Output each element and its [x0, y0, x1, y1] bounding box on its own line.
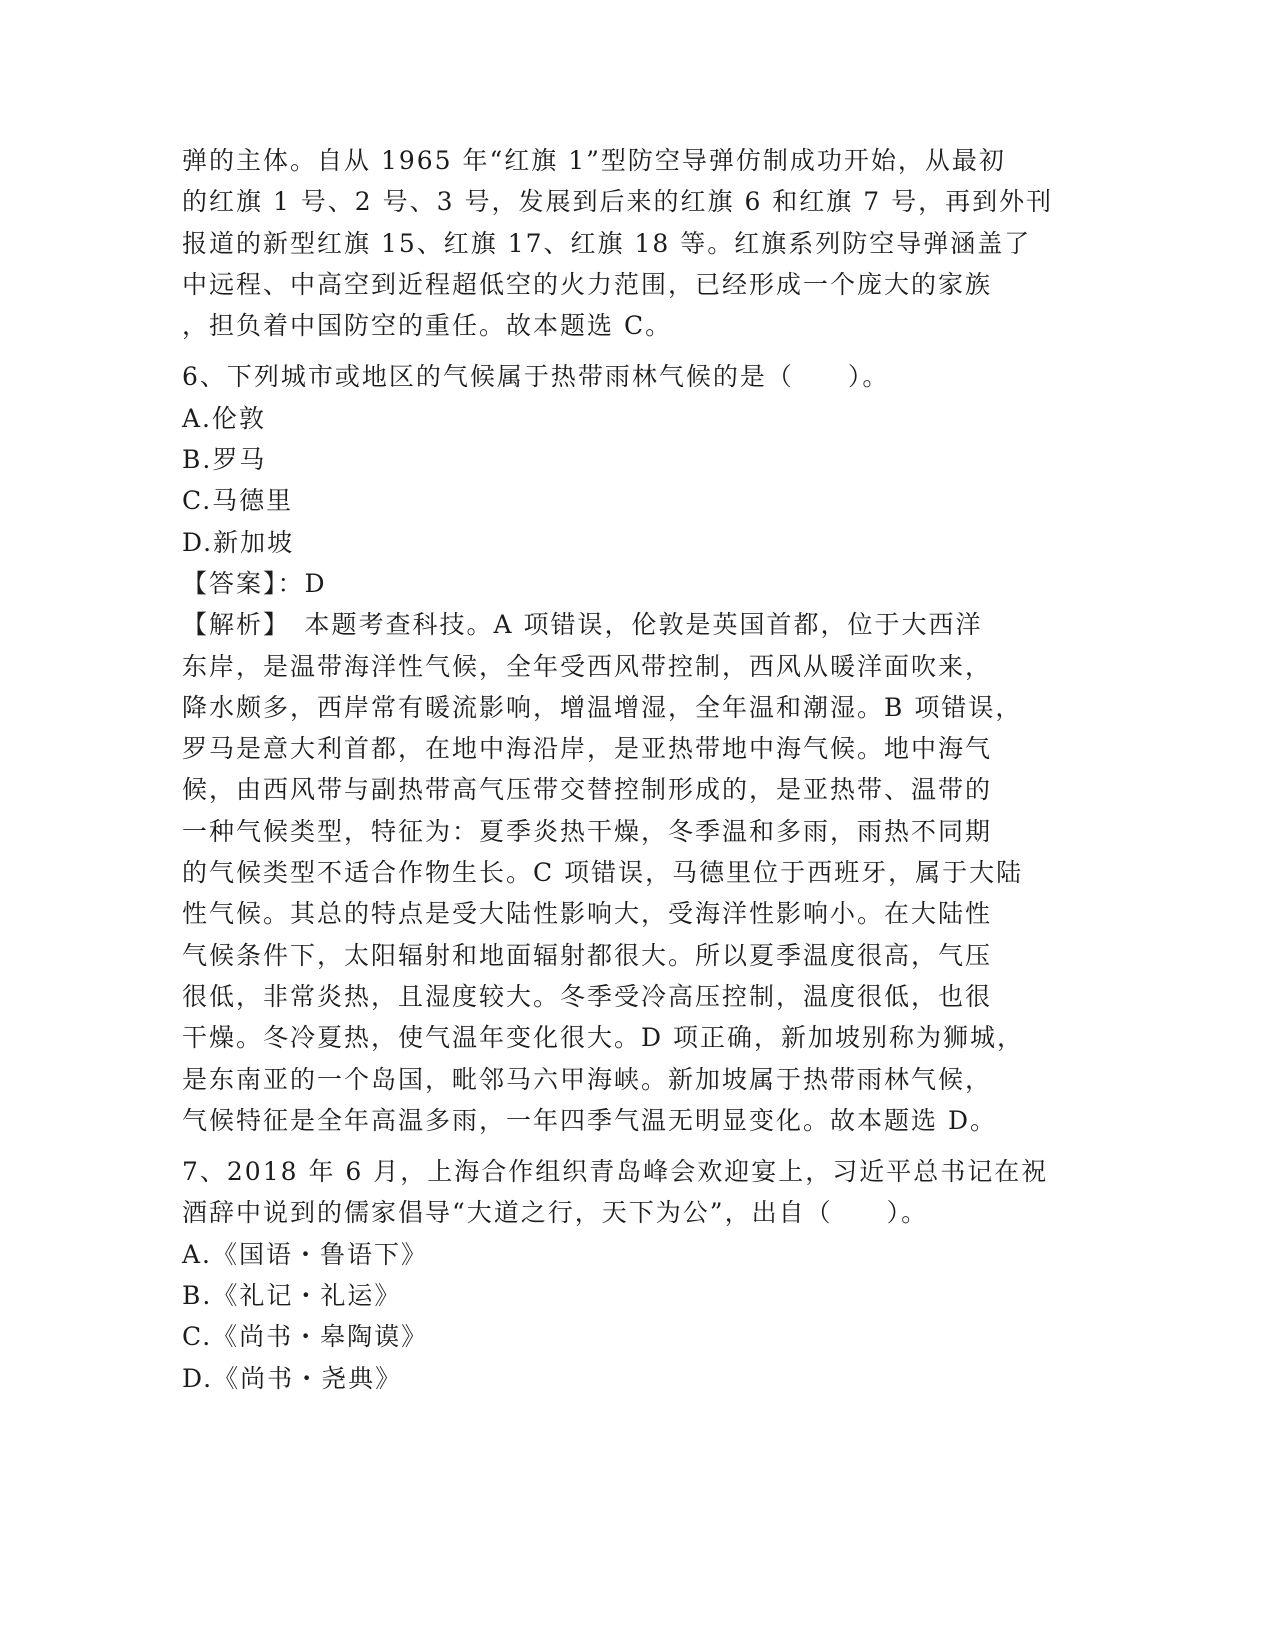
answer: 【答案】：D [182, 568, 327, 598]
analysis-line: 性气候。其总的特点是受大陆性影响大，受海洋性影响小。在大陆性 [182, 899, 993, 929]
text-line: 中远程、中高空到近程超低空的火力范围，已经形成一个庞大的家族 [182, 269, 993, 299]
analysis-line: 的气候类型不适合作物生长。C 项错误，马德里位于西班牙，属于大陆 [182, 858, 1024, 888]
analysis-line: 降水颇多，西岸常有暖流影响，增温增湿，全年温和潮湿。B 项错误， [182, 692, 1023, 722]
option-b: B.罗马 [182, 445, 267, 475]
document-page [182, 140, 1062, 1399]
analysis-line: 气候特征是全年高温多雨，一年四季气温无明显变化。故本题选 D。 [182, 1105, 997, 1135]
text-line: 弹的主体。自从 1965 年“红旗 1”型防空导弹仿制成功开始，从最初 [182, 146, 1006, 175]
option-a: A.《国语・鲁语下》 [182, 1239, 429, 1269]
analysis-line: 罗马是意大利首都，在地中海沿岸，是亚热带地中海气候。地中海气 [182, 734, 993, 764]
question-text: 酒辞中说到的儒家倡导“大道之行，天下为公”，出自（ ）。 [182, 1198, 929, 1228]
analysis-line: 候，由西风带与副热带高气压带交替控制形成的，是亚热带、温带的 [182, 775, 993, 805]
analysis-line: 很低，非常炎热，且湿度较大。冬季受冷高压控制，温度很低，也很 [182, 981, 993, 1011]
analysis-line: 是东南亚的一个岛国，毗邻马六甲海峡。新加坡属于热带雨林气候， [182, 1064, 993, 1094]
intro-paragraph [182, 140, 1062, 346]
question-text: 6、下列城市或地区的气候属于热带雨林气候的是（ ）。 [182, 362, 890, 392]
analysis [182, 604, 1062, 1141]
option-d: D.新加坡 [182, 527, 295, 557]
option-a: A.伦敦 [182, 403, 267, 433]
analysis-line: 气候条件下，太阳辐射和地面辐射都很大。所以夏季温度很高，气压 [182, 940, 993, 970]
text-line: 报道的新型红旗 15、红旗 17、红旗 18 等。红旗系列防空导弹涵盖了 [182, 228, 1032, 258]
question-7 [182, 1151, 1062, 1399]
analysis-line: 东岸，是温带海洋性气候，全年受西风带控制，西风从暖洋面吹来， [182, 651, 993, 681]
question-6 [182, 356, 1062, 1141]
analysis-line: 【解析】 本题考查科技。A 项错误，伦敦是英国首都，位于大西洋 [182, 610, 983, 640]
text-line: ，担负着中国防空的重任。故本题选 C。 [182, 311, 673, 341]
question-text: 7、2018 年 6 月，上海合作组织青岛峰会欢迎宴上，习近平总书记在祝 [182, 1157, 1049, 1187]
option-b: B.《礼记・礼运》 [182, 1281, 402, 1311]
option-c: C.《尚书・皋陶谟》 [182, 1322, 429, 1352]
analysis-line: 干燥。冬冷夏热，使气温年变化很大。D 项正确，新加坡别称为狮城， [182, 1023, 1024, 1053]
option-d: D.《尚书・尧典》 [182, 1363, 403, 1393]
option-c: C.马德里 [182, 486, 294, 516]
text-line: 的红旗 1 号、2 号、3 号，发展到后来的红旗 6 和红旗 7 号，再到外刊 [182, 187, 1054, 217]
analysis-line: 一种气候类型，特征为：夏季炎热干燥，冬季温和多雨，雨热不同期 [182, 816, 993, 846]
